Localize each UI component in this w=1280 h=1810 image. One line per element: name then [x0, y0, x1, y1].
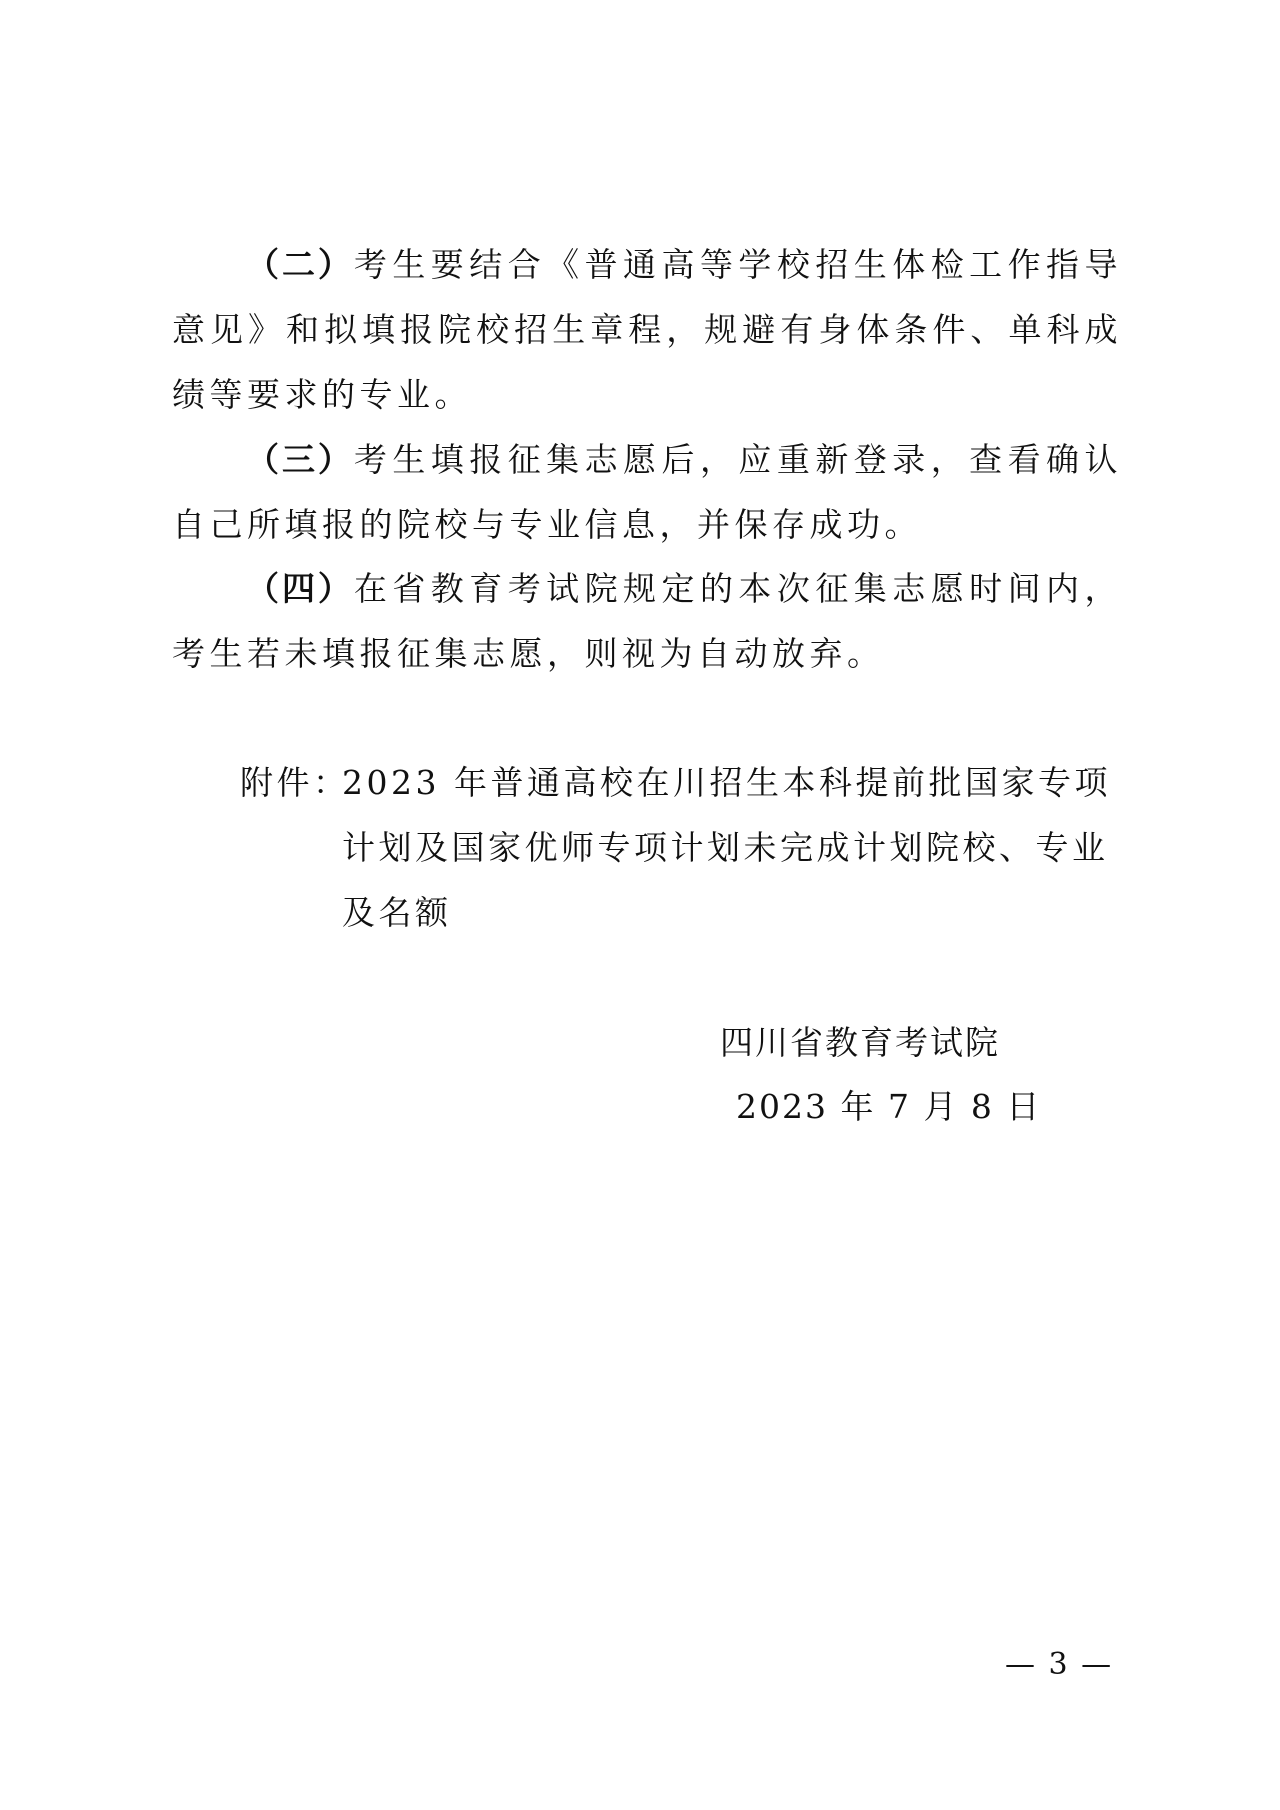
- paragraph-three: [172, 427, 1122, 557]
- attachment-title: 2023 年普通高校在川招生本科提前批国家专项计划及国家优师专项计划未完成计划院校、专业及名额: [342, 763, 1111, 932]
- paragraph-number: （三）: [246, 440, 354, 479]
- page-number: — 3 —: [1005, 1647, 1114, 1682]
- paragraph-number: （四）: [246, 569, 354, 608]
- signature-date: 2023 年 7 月 8 日: [736, 1087, 1042, 1126]
- attachment-label: 附件：: [240, 763, 350, 802]
- paragraph-two: [172, 232, 1122, 427]
- paragraph-four: [172, 556, 1122, 686]
- paragraph-number: （二）: [246, 245, 354, 284]
- signature-organization: 四川省教育考试院: [720, 1023, 1000, 1062]
- paragraph-text: 考生要结合《普通高等学校招生体检工作指导意见》和拟填报院校招生章程，规避有身体条件、单科成绩等要求的专业。: [172, 245, 1123, 414]
- paragraph-text: 在省教育考试院规定的本次征集志愿时间内，考生若未填报征集志愿，则视为自动放弃。: [172, 569, 1123, 673]
- paragraph-text: 考生填报征集志愿后，应重新登录，查看确认自己所填报的院校与专业信息，并保存成功。: [172, 440, 1123, 544]
